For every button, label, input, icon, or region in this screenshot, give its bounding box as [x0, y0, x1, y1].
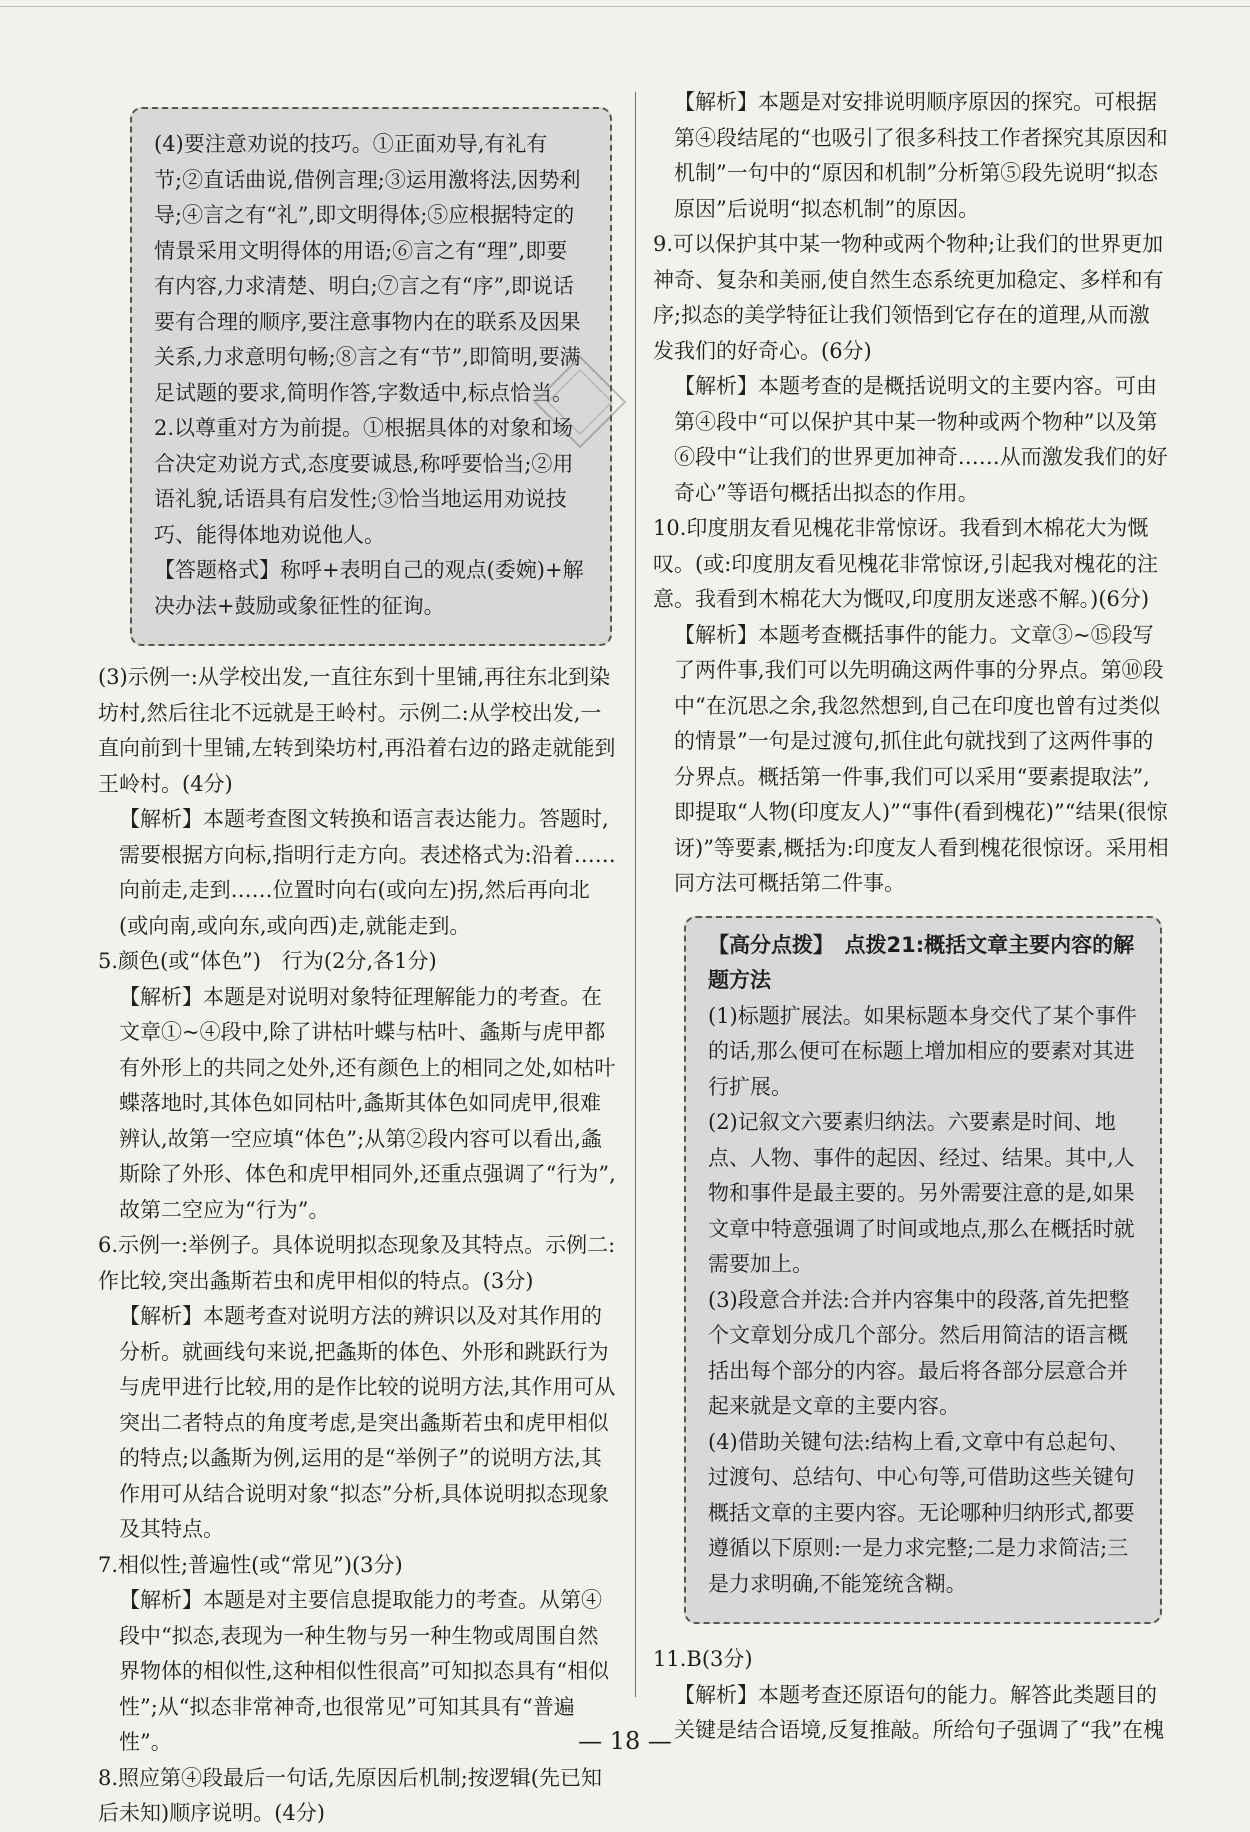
analysis-q8: 【解析】本题是对安排说明顺序原因的探究。可根据第④段结尾的“也吸引了很多科技工作者探究其原因和机制”一句中的“原因和机制”分析第⑤段先说明“拟态原因”后说明“拟态机制”的原因。	[674, 90, 1168, 221]
analysis-q5: 【解析】本题是对说明对象特征理解能力的考查。在文章①~④段中,除了讲枯叶蝶与枯叶、螽斯与虎甲都有外形上的共同之处外,还有颜色上的相同之处,如枯叶蝶落地时,其体色如同枯叶,螽斯其体色如同虎甲,很难辨认,故第一空应填“体色”;从第②段内容可以看出,螽斯除了外形、体色和虎甲相同外,还重点强调了“行为”,故第二空应为“行为”。	[119, 984, 616, 1222]
tip-title: 【高分点拨】 点拨21:概括文章主要内容的解题方法	[708, 932, 1135, 992]
answer-q11: 11.B(3分)	[653, 1647, 753, 1671]
stamp-watermark-icon	[530, 352, 630, 452]
tip-item-2: (2)记叙文六要素归纳法。六要素是时间、地点、人物、事件的起因、经过、结果。其中,人物和事件是最主要的。另外需要注意的是,如果文章中特意强调了时间或地点,那么在概括时就需要加上。	[708, 1110, 1135, 1276]
tip-item-4: (4)借助关键句法:结构上看,文章中有总起句、过渡句、总结句、中心句等,可借助这些关键句概括文章的主要内容。无论哪种归纳形式,都要遵循以下原则:一是力求完整;二是力求简洁;三是力求明确,不能笼统含糊。	[708, 1429, 1135, 1596]
box-paragraph-1: (4)要注意劝说的技巧。①正面劝导,有礼有节;②直话曲说,借例言理;③运用激将法,因势利导;④言之有“礼”,即文明得体;⑤应根据特定的情景采用文明得体的用语;⑥言之有“理”,即要有内容,力求清楚、明白;⑦言之有“序”,即说话要有合理的顺序,要注意事物内在的联系及因果关系,力求意明句畅;⑧言之有“节”,即简明,要满足试题的要求,简明作答,字数适中,标点恰当。	[154, 132, 581, 405]
tip-box	[684, 916, 1162, 1625]
left-column	[98, 85, 618, 1832]
right-column	[653, 85, 1170, 1749]
box-answer-format: 【答题格式】称呼+表明自己的观点(委婉)+解决办法+鼓励或象征性的征询。	[154, 558, 584, 618]
answer-q6: 6.示例一:举例子。具体说明拟态现象及其特点。示例二:作比较,突出螽斯若虫和虎甲相似的特点。(3分)	[98, 1233, 616, 1293]
column-divider	[635, 92, 636, 1697]
answer-q10: 10.印度朋友看见槐花非常惊讶。我看到木棉花大为慨叹。(或:印度朋友看见槐花非常惊讶,引起我对槐花的注意。我看到木棉花大为慨叹,印度朋友迷惑不解。)(6分)	[653, 516, 1158, 611]
tip-item-3: (3)段意合并法:合并内容集中的段落,首先把整个文章划分成几个部分。然后用简洁的语言概括出每个部分的内容。最后将各部分层意合并起来就是文章的主要内容。	[708, 1287, 1130, 1418]
box-paragraph-2: 2.以尊重对方为前提。①根据具体的对象和场合决定劝说方式,态度要诚恳,称呼要恰当;②用语礼貌,话语具有启发性;③恰当地运用劝说技巧、能得体地劝说他人。	[154, 416, 574, 547]
analysis-q4-3: 【解析】本题考查图文转换和语言表达能力。答题时,需要根据方向标,指明行走方向。表述格式为:沿着……向前走,走到……位置时向右(或向左)拐,然后再向北(或向南,或向东,或向西)走,就能走到。	[119, 807, 616, 938]
analysis-q11: 【解析】本题考查还原语句的能力。解答此类题目的关键是结合语境,反复推敲。所给句子强调了“我”在槐	[674, 1682, 1165, 1742]
answer-q7: 7.相似性;普遍性(或“常见”)(3分)	[98, 1552, 403, 1577]
analysis-q7: 【解析】本题是对主要信息提取能力的考查。从第④段中“拟态,表现为一种生物与另一种生物或周围自然界物体的相似性,这种相似性很高”可知拟态具有“相似性”;从“拟态非常神奇,也很常见”可知其具有“普遍性”。	[119, 1588, 610, 1754]
analysis-q9: 【解析】本题考查的是概括说明文的主要内容。可由第④段中“可以保护其中某一物种或两个物种”以及第⑥段中“让我们的世界更加神奇……从而激发我们的好奇心”等语句概括出拟态的作用。	[674, 374, 1168, 505]
tip-item-1: (1)标题扩展法。如果标题本身交代了某个事件的话,那么便可在标题上增加相应的要素对其进行扩展。	[708, 1003, 1137, 1099]
answer-q8: 8.照应第④段最后一句话,先原因后机制;按逻辑(先已知后未知)顺序说明。(4分)	[98, 1765, 602, 1825]
answer-q9: 9.可以保护其中某一物种或两个物种;让我们的世界更加神奇、复杂和美丽,使自然生态系统更加稳定、多样和有序;拟态的美学特征让我们领悟到它存在的道理,从而激发我们的好奇心。(6分)	[653, 232, 1164, 363]
analysis-q6: 【解析】本题考查对说明方法的辨识以及对其作用的分析。就画线句来说,把螽斯的体色、外形和跳跃行为与虎甲进行比较,用的是作比较的说明方法,其作用可从突出二者特点的角度考虑,是突出螽斯若虫和虎甲相似的特点;以螽斯为例,运用的是“举例子”的说明方法,其作用可从结合说明对象“拟态”分析,具体说明拟态现象及其特点。	[119, 1304, 616, 1541]
page-number: — 18 —	[578, 1727, 672, 1755]
answer-q5: 5.颜色(或“体色”) 行为(2分,各1分)	[98, 949, 437, 973]
answer-q4-3: (3)示例一:从学校出发,一直往东到十里铺,再往东北到染坊村,然后往北不远就是王岭村。示例二:从学校出发,一直向前到十里铺,左转到染坊村,再沿着右边的路走就能到王岭村。(4分)	[98, 665, 616, 796]
analysis-q10: 【解析】本题考查概括事件的能力。文章③~⑮段写了两件事,我们可以先明确这两件事的分界点。第⑩段中“在沉思之余,我忽然想到,自己在印度也曾有过类似的情景”一句是过渡句,抓住此句就找到了这两件事的分界点。概括第一件事,我们可以采用“要素提取法”,即提取“人物(印度友人)”“事件(看到槐花)”“结果(很惊讶)”等要素,概括为:印度友人看到槐花很惊讶。采用相同方法可概括第二件事。	[674, 622, 1169, 895]
top-edge-line	[0, 6, 1250, 7]
